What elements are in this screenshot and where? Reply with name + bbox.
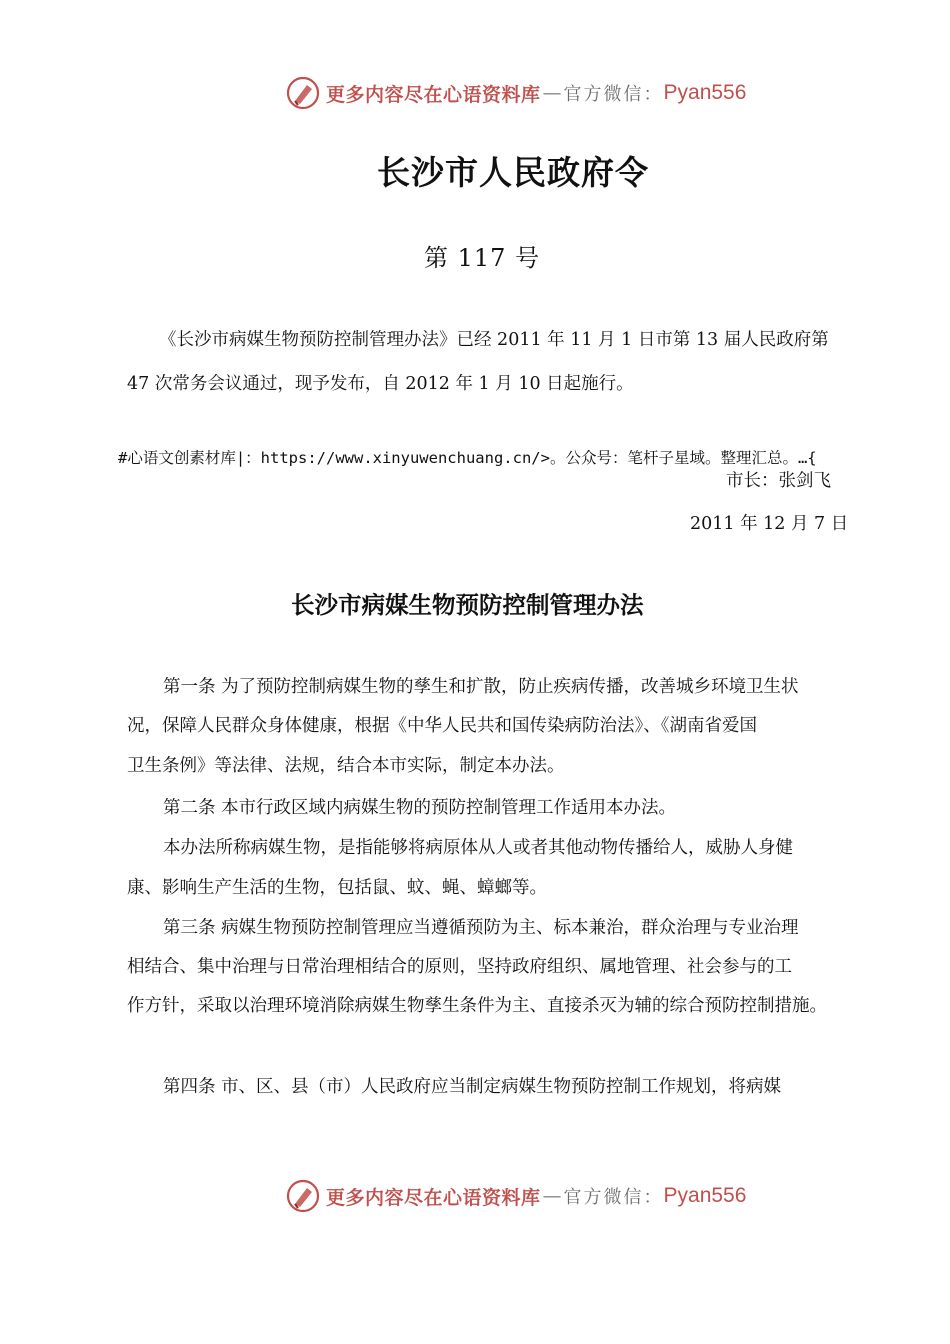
banner-main-text: 更多内容尽在心语资料库 (326, 83, 541, 106)
banner-sub-text: 官方微信： (563, 1187, 664, 1208)
article-3-line-3: 作方针，采取以治理环境消除病媒生物孳生条件为主、直接杀灭为辅的综合预防控制措施。 (127, 996, 827, 1016)
pen-logo-icon (286, 1179, 320, 1213)
watermark-line: #心语文创素材库|：https://www.xinyuwenchuang.cn/>。公众号：笔杆子星域。整理汇总。…{ (118, 449, 817, 467)
banner-wechat-id: Pyan556 (663, 81, 747, 104)
article-2-line-1: 第二条 本市行政区域内病媒生物的预防控制管理工作适用本办法。 (163, 798, 677, 818)
article-1-line-3: 卫生条例》等法律、法规，结合本市实际，制定本办法。 (127, 756, 565, 776)
header-banner (286, 76, 746, 110)
article-1-line-1: 第一条 为了预防控制病媒生物的孳生和扩散，防止疾病传播，改善城乡环境卫生状 (163, 677, 799, 697)
banner-main-text: 更多内容尽在心语资料库 (326, 1186, 541, 1209)
article-4-line-1: 第四条 市、区、县（市）人民政府应当制定病媒生物预防控制工作规划，将病媒 (163, 1077, 782, 1097)
banner-sub-text: 官方微信： (563, 84, 664, 105)
article-3-line-2: 相结合、集中治理与日常治理相结合的原则，坚持政府组织、属地管理、社会参与的工 (127, 957, 792, 977)
pen-logo-icon (286, 76, 320, 110)
article-3-line-1: 第三条 病媒生物预防控制管理应当遵循预防为主、标本兼治，群众治理与专业治理 (163, 918, 799, 938)
footer-banner (286, 1179, 746, 1213)
article-2-para-2-line-1: 本办法所称病媒生物，是指能够将病原体从人或者其他动物传播给人，威胁人身健 (163, 838, 793, 858)
banner-dash: — (542, 1185, 562, 1207)
article-2-para-2-line-2: 康、影响生产生活的生物，包括鼠、蚊、蝇、蟑螂等。 (127, 878, 547, 898)
order-number: 第 117 号 (424, 244, 541, 272)
mayor-signature: 市长：张剑飞 (726, 471, 831, 491)
intro-line-2: 47 次常务会议通过，现予发布，自 2012 年 1 月 10 日起施行。 (127, 374, 634, 394)
banner-wechat-id: Pyan556 (663, 1184, 747, 1207)
article-1-line-2: 况，保障人民群众身体健康，根据《中华人民共和国传染病防治法》、《湖南省爱国 (127, 716, 757, 736)
intro-line-1: 《长沙市病媒生物预防控制管理办法》已经 2011 年 11 月 1 日市第 13 届人民政府第 (159, 330, 829, 350)
document-title: 长沙市病媒生物预防控制管理办法 (291, 591, 644, 619)
signature-date: 2011 年 12 月 7 日 (690, 514, 849, 534)
banner-dash: — (542, 82, 562, 104)
page-title: 长沙市人民政府令 (377, 153, 649, 192)
